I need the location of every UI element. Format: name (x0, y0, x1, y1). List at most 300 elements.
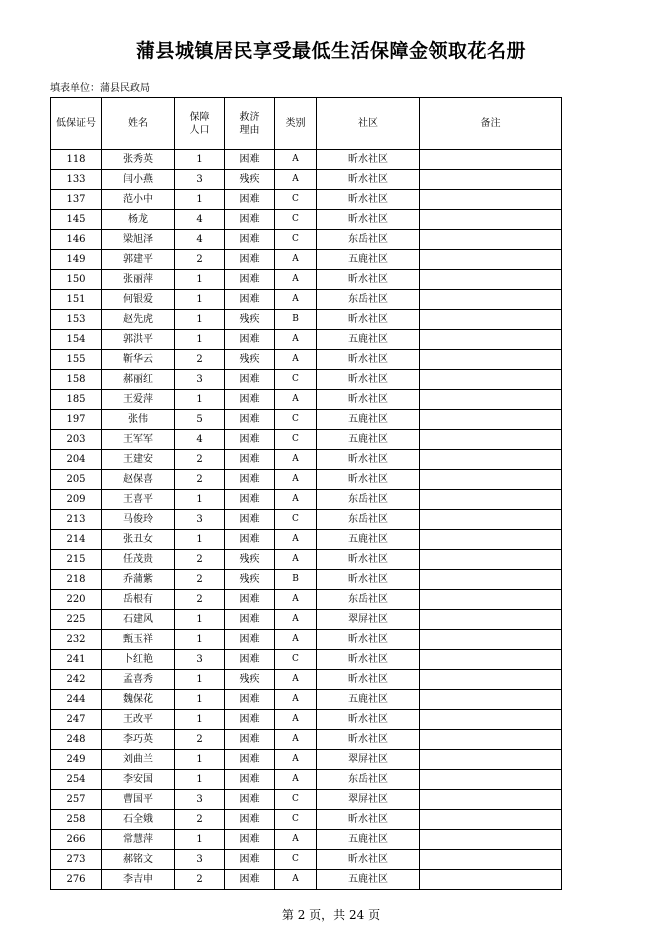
cell-community: 东岳社区 (317, 770, 420, 790)
cell-remark (420, 850, 562, 870)
table-row (51, 290, 562, 310)
cell-remark (420, 470, 562, 490)
cell-reason: 困难 (225, 290, 275, 310)
cell-community: 五鹿社区 (317, 330, 420, 350)
header-people (175, 98, 225, 150)
cell-name: 靳华云 (102, 350, 175, 370)
cell-category: A (275, 390, 317, 410)
cell-community: 昕水社区 (317, 350, 420, 370)
table-header-row (51, 98, 562, 150)
cell-category: C (275, 370, 317, 390)
cell-remark (420, 550, 562, 570)
cell-id: 215 (51, 550, 102, 570)
cell-remark (420, 270, 562, 290)
cell-id: 197 (51, 410, 102, 430)
cell-category: A (275, 730, 317, 750)
cell-reason: 困难 (225, 690, 275, 710)
cell-remark (420, 530, 562, 550)
cell-remark (420, 310, 562, 330)
table-row (51, 510, 562, 530)
cell-reason: 残疾 (225, 550, 275, 570)
cell-community: 五鹿社区 (317, 830, 420, 850)
cell-category: A (275, 270, 317, 290)
cell-id: 258 (51, 810, 102, 830)
table-row (51, 730, 562, 750)
cell-category: A (275, 350, 317, 370)
cell-people: 2 (175, 570, 225, 590)
header-id: 低保证号 (51, 98, 102, 150)
cell-remark (420, 210, 562, 230)
cell-reason: 困难 (225, 770, 275, 790)
cell-remark (420, 250, 562, 270)
cell-reason: 困难 (225, 210, 275, 230)
table-row (51, 810, 562, 830)
cell-remark (420, 730, 562, 750)
cell-remark (420, 870, 562, 890)
cell-name: 郭建平 (102, 250, 175, 270)
cell-reason: 困难 (225, 630, 275, 650)
cell-people: 4 (175, 430, 225, 450)
table-row (51, 670, 562, 690)
cell-category: B (275, 310, 317, 330)
cell-name: 王改平 (102, 710, 175, 730)
cell-name: 石建风 (102, 610, 175, 630)
table-row (51, 330, 562, 350)
cell-reason: 困难 (225, 590, 275, 610)
header-community: 社区 (317, 98, 420, 150)
cell-people: 3 (175, 170, 225, 190)
header-name: 姓名 (102, 98, 175, 150)
cell-community: 昕水社区 (317, 710, 420, 730)
cell-community: 五鹿社区 (317, 530, 420, 550)
cell-category: A (275, 770, 317, 790)
cell-reason: 困难 (225, 370, 275, 390)
cell-category: C (275, 410, 317, 430)
cell-remark (420, 770, 562, 790)
cell-reason: 困难 (225, 870, 275, 890)
cell-name: 魏保花 (102, 690, 175, 710)
cell-people: 1 (175, 390, 225, 410)
cell-people: 1 (175, 150, 225, 170)
page-title: 蒲县城镇居民享受最低生活保障金领取花名册 (135, 40, 526, 62)
cell-category: B (275, 570, 317, 590)
table-row (51, 750, 562, 770)
cell-id: 247 (51, 710, 102, 730)
cell-people: 3 (175, 850, 225, 870)
cell-people: 3 (175, 790, 225, 810)
cell-reason: 困难 (225, 850, 275, 870)
cell-category: A (275, 590, 317, 610)
cell-remark (420, 230, 562, 250)
cell-people: 2 (175, 730, 225, 750)
cell-community: 五鹿社区 (317, 690, 420, 710)
cell-people: 3 (175, 370, 225, 390)
header-people-text: 保障人口 (189, 111, 210, 136)
cell-name: 张伟 (102, 410, 175, 430)
cell-id: 158 (51, 370, 102, 390)
table-row (51, 410, 562, 430)
cell-remark (420, 190, 562, 210)
cell-id: 204 (51, 450, 102, 470)
cell-people: 4 (175, 210, 225, 230)
cell-people: 3 (175, 510, 225, 530)
table-row (51, 150, 562, 170)
cell-id: 154 (51, 330, 102, 350)
cell-reason: 困难 (225, 330, 275, 350)
cell-reason: 残疾 (225, 310, 275, 330)
cell-category: C (275, 230, 317, 250)
cell-name: 何银爱 (102, 290, 175, 310)
cell-reason: 困难 (225, 730, 275, 750)
cell-community: 昕水社区 (317, 390, 420, 410)
cell-remark (420, 750, 562, 770)
cell-remark (420, 350, 562, 370)
cell-reason: 困难 (225, 530, 275, 550)
cell-name: 李吉申 (102, 870, 175, 890)
table-row (51, 710, 562, 730)
cell-name: 闫小燕 (102, 170, 175, 190)
cell-id: 150 (51, 270, 102, 290)
cell-category: A (275, 150, 317, 170)
cell-community: 东岳社区 (317, 230, 420, 250)
cell-id: 137 (51, 190, 102, 210)
cell-id: 266 (51, 830, 102, 850)
cell-name: 梁旭泽 (102, 230, 175, 250)
cell-id: 257 (51, 790, 102, 810)
cell-reason: 困难 (225, 790, 275, 810)
cell-reason: 困难 (225, 190, 275, 210)
cell-category: C (275, 510, 317, 530)
cell-people: 2 (175, 450, 225, 470)
cell-people: 2 (175, 250, 225, 270)
cell-community: 五鹿社区 (317, 430, 420, 450)
cell-people: 1 (175, 690, 225, 710)
cell-reason: 困难 (225, 270, 275, 290)
cell-remark (420, 490, 562, 510)
cell-name: 赵先虎 (102, 310, 175, 330)
cell-remark (420, 430, 562, 450)
table-row (51, 310, 562, 330)
cell-community: 昕水社区 (317, 450, 420, 470)
cell-remark (420, 370, 562, 390)
cell-people: 1 (175, 270, 225, 290)
cell-category: A (275, 170, 317, 190)
cell-community: 昕水社区 (317, 850, 420, 870)
cell-remark (420, 570, 562, 590)
table-row (51, 870, 562, 890)
cell-reason: 困难 (225, 150, 275, 170)
table-row (51, 190, 562, 210)
cell-category: C (275, 790, 317, 810)
header-reason-text: 救济理由 (239, 111, 260, 136)
cell-people: 2 (175, 810, 225, 830)
cell-reason: 残疾 (225, 170, 275, 190)
cell-name: 石全娥 (102, 810, 175, 830)
cell-community: 东岳社区 (317, 490, 420, 510)
cell-community: 昕水社区 (317, 210, 420, 230)
cell-id: 118 (51, 150, 102, 170)
cell-category: C (275, 210, 317, 230)
cell-community: 五鹿社区 (317, 250, 420, 270)
cell-community: 翠屏社区 (317, 750, 420, 770)
table-row (51, 850, 562, 870)
table-row (51, 550, 562, 570)
table-row (51, 250, 562, 270)
header-reason (225, 98, 275, 150)
cell-remark (420, 450, 562, 470)
cell-category: A (275, 550, 317, 570)
cell-category: A (275, 450, 317, 470)
cell-reason: 困难 (225, 450, 275, 470)
cell-category: A (275, 750, 317, 770)
table-row (51, 590, 562, 610)
cell-name: 刘曲兰 (102, 750, 175, 770)
cell-remark (420, 610, 562, 630)
cell-category: C (275, 650, 317, 670)
cell-reason: 困难 (225, 750, 275, 770)
cell-reason: 困难 (225, 490, 275, 510)
cell-remark (420, 150, 562, 170)
cell-remark (420, 510, 562, 530)
cell-remark (420, 630, 562, 650)
table-row (51, 370, 562, 390)
cell-id: 149 (51, 250, 102, 270)
header-category: 类别 (275, 98, 317, 150)
cell-name: 王爱萍 (102, 390, 175, 410)
cell-category: C (275, 850, 317, 870)
cell-name: 马俊玲 (102, 510, 175, 530)
table-row (51, 350, 562, 370)
cell-community: 五鹿社区 (317, 410, 420, 430)
table-row (51, 490, 562, 510)
cell-reason: 困难 (225, 390, 275, 410)
cell-reason: 残疾 (225, 350, 275, 370)
cell-people: 2 (175, 350, 225, 370)
recipient-table (50, 97, 562, 890)
cell-remark (420, 330, 562, 350)
cell-id: 241 (51, 650, 102, 670)
cell-reason: 困难 (225, 510, 275, 530)
table-row (51, 830, 562, 850)
table-row (51, 770, 562, 790)
filing-unit-label: 填表单位：蒲县民政局 (50, 83, 150, 94)
cell-community: 五鹿社区 (317, 870, 420, 890)
cell-community: 翠屏社区 (317, 790, 420, 810)
cell-id: 145 (51, 210, 102, 230)
cell-remark (420, 390, 562, 410)
cell-remark (420, 590, 562, 610)
cell-reason: 困难 (225, 470, 275, 490)
table-row (51, 790, 562, 810)
cell-community: 昕水社区 (317, 550, 420, 570)
table-row (51, 270, 562, 290)
cell-name: 乔蒲紫 (102, 570, 175, 590)
cell-community: 昕水社区 (317, 190, 420, 210)
cell-category: A (275, 830, 317, 850)
cell-category: A (275, 470, 317, 490)
cell-community: 昕水社区 (317, 370, 420, 390)
cell-id: 276 (51, 870, 102, 890)
cell-remark (420, 710, 562, 730)
table-row (51, 650, 562, 670)
cell-id: 205 (51, 470, 102, 490)
cell-id: 254 (51, 770, 102, 790)
cell-name: 孟喜秀 (102, 670, 175, 690)
cell-reason: 困难 (225, 830, 275, 850)
cell-community: 昕水社区 (317, 170, 420, 190)
cell-people: 1 (175, 190, 225, 210)
cell-remark (420, 810, 562, 830)
cell-reason: 困难 (225, 810, 275, 830)
cell-name: 李安国 (102, 770, 175, 790)
cell-people: 2 (175, 470, 225, 490)
cell-name: 郭洪平 (102, 330, 175, 350)
cell-name: 曹国平 (102, 790, 175, 810)
table-row (51, 470, 562, 490)
cell-people: 1 (175, 330, 225, 350)
cell-id: 153 (51, 310, 102, 330)
cell-id: 273 (51, 850, 102, 870)
cell-id: 218 (51, 570, 102, 590)
cell-community: 昕水社区 (317, 810, 420, 830)
cell-community: 昕水社区 (317, 730, 420, 750)
cell-community: 翠屏社区 (317, 610, 420, 630)
cell-category: C (275, 190, 317, 210)
table-row (51, 390, 562, 410)
cell-category: A (275, 490, 317, 510)
cell-community: 昕水社区 (317, 150, 420, 170)
cell-reason: 困难 (225, 250, 275, 270)
page-footer: 第 2 页，共 24 页 (281, 908, 381, 922)
cell-name: 王喜平 (102, 490, 175, 510)
cell-id: 248 (51, 730, 102, 750)
table-row (51, 230, 562, 250)
cell-community: 昕水社区 (317, 570, 420, 590)
cell-reason: 困难 (225, 650, 275, 670)
cell-people: 1 (175, 530, 225, 550)
cell-name: 郝丽红 (102, 370, 175, 390)
cell-name: 范小中 (102, 190, 175, 210)
table-row (51, 170, 562, 190)
table-row (51, 630, 562, 650)
cell-name: 杨龙 (102, 210, 175, 230)
table-row (51, 530, 562, 550)
cell-name: 岳根有 (102, 590, 175, 610)
cell-people: 4 (175, 230, 225, 250)
cell-category: C (275, 430, 317, 450)
cell-people: 2 (175, 550, 225, 570)
table-row (51, 570, 562, 590)
cell-id: 185 (51, 390, 102, 410)
cell-community: 东岳社区 (317, 290, 420, 310)
cell-reason: 困难 (225, 610, 275, 630)
cell-category: A (275, 250, 317, 270)
table-row (51, 430, 562, 450)
cell-people: 1 (175, 490, 225, 510)
cell-community: 昕水社区 (317, 630, 420, 650)
cell-category: A (275, 530, 317, 550)
cell-remark (420, 670, 562, 690)
table-body (51, 150, 562, 890)
cell-name: 张秀英 (102, 150, 175, 170)
cell-people: 1 (175, 310, 225, 330)
cell-people: 1 (175, 290, 225, 310)
cell-people: 1 (175, 750, 225, 770)
cell-name: 常慧萍 (102, 830, 175, 850)
cell-id: 146 (51, 230, 102, 250)
cell-id: 155 (51, 350, 102, 370)
table-row (51, 610, 562, 630)
cell-name: 郝铭文 (102, 850, 175, 870)
cell-category: A (275, 690, 317, 710)
cell-category: A (275, 710, 317, 730)
cell-name: 任茂贵 (102, 550, 175, 570)
cell-category: A (275, 670, 317, 690)
cell-people: 1 (175, 830, 225, 850)
cell-name: 赵保喜 (102, 470, 175, 490)
cell-remark (420, 290, 562, 310)
cell-community: 昕水社区 (317, 270, 420, 290)
cell-category: A (275, 330, 317, 350)
cell-reason: 困难 (225, 410, 275, 430)
cell-people: 1 (175, 770, 225, 790)
cell-remark (420, 790, 562, 810)
cell-id: 203 (51, 430, 102, 450)
cell-people: 2 (175, 870, 225, 890)
cell-id: 242 (51, 670, 102, 690)
cell-name: 甄玉祥 (102, 630, 175, 650)
cell-community: 东岳社区 (317, 590, 420, 610)
cell-id: 249 (51, 750, 102, 770)
table-row (51, 450, 562, 470)
cell-id: 232 (51, 630, 102, 650)
header-remark: 备注 (420, 98, 562, 150)
cell-community: 昕水社区 (317, 650, 420, 670)
cell-people: 5 (175, 410, 225, 430)
cell-people: 3 (175, 650, 225, 670)
cell-reason: 困难 (225, 430, 275, 450)
cell-community: 昕水社区 (317, 310, 420, 330)
cell-name: 王军军 (102, 430, 175, 450)
table-row (51, 690, 562, 710)
cell-reason: 残疾 (225, 570, 275, 590)
cell-people: 1 (175, 710, 225, 730)
cell-remark (420, 410, 562, 430)
cell-community: 昕水社区 (317, 470, 420, 490)
cell-category: A (275, 290, 317, 310)
table-row (51, 210, 562, 230)
cell-reason: 困难 (225, 230, 275, 250)
cell-category: C (275, 810, 317, 830)
cell-id: 225 (51, 610, 102, 630)
cell-id: 133 (51, 170, 102, 190)
cell-id: 209 (51, 490, 102, 510)
cell-id: 214 (51, 530, 102, 550)
cell-name: 李巧英 (102, 730, 175, 750)
cell-id: 244 (51, 690, 102, 710)
cell-id: 151 (51, 290, 102, 310)
cell-name: 王建安 (102, 450, 175, 470)
cell-name: 张丑女 (102, 530, 175, 550)
cell-remark (420, 830, 562, 850)
cell-name: 张丽萍 (102, 270, 175, 290)
cell-reason: 残疾 (225, 670, 275, 690)
cell-category: A (275, 870, 317, 890)
cell-remark (420, 690, 562, 710)
cell-people: 2 (175, 590, 225, 610)
cell-people: 1 (175, 630, 225, 650)
cell-remark (420, 170, 562, 190)
